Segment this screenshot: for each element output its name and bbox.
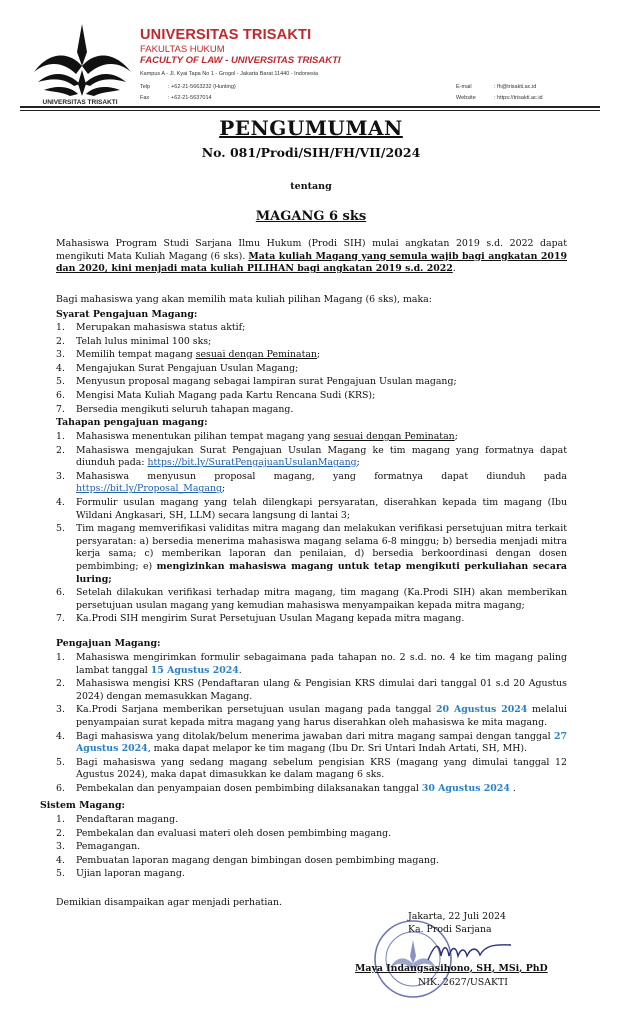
- about-label: tentang: [290, 181, 332, 192]
- item-number: 6.: [56, 782, 65, 794]
- list-item: [56, 349, 567, 362]
- intro-end: .: [452, 263, 456, 275]
- list-item: [56, 404, 567, 417]
- fax: [140, 95, 212, 101]
- email: [456, 84, 536, 90]
- item-underline: sesuai dengan Peminatan: [195, 349, 318, 361]
- list-item: [56, 322, 567, 335]
- email-value[interactable]: : fh@trisakti.ac.id: [494, 84, 537, 90]
- intro2-paragraph: Bagi mahasiswa yang akan memilih mata kuliah pilihan Magang (6 sks), maka:: [56, 294, 432, 305]
- list-item: [56, 704, 567, 729]
- list-item: [56, 868, 567, 881]
- closing-statement: Demikian disampaikan agar menjadi perhatian.: [56, 897, 283, 908]
- item-text: melalui penyampaian surat kepada mitra magang yang harus diserahkan oleh mahasiswa ke mita magang.: [76, 704, 568, 728]
- web-value[interactable]: : https://trisakti.ac.id: [494, 95, 543, 101]
- list-item: [56, 376, 567, 389]
- list-item: [56, 814, 567, 827]
- item-number: 3.: [56, 470, 65, 482]
- sistem-heading: Sistem Magang:: [40, 800, 126, 811]
- pengajuan-list: [56, 652, 567, 797]
- list-item: [56, 497, 567, 522]
- item-text: Menyusun proposal magang sebagai lampiran surat Pengajuan Usulan magang;: [76, 376, 457, 388]
- list-item: [56, 613, 567, 626]
- list-item: [56, 471, 567, 496]
- item-text: .: [238, 664, 242, 676]
- item-number: 2.: [56, 335, 65, 347]
- deadline-date: 20 Agustus 2024: [435, 704, 528, 716]
- intro-paragraph: [56, 238, 567, 276]
- list-item: [56, 841, 567, 854]
- item-number: 4.: [56, 496, 65, 508]
- item-number: 2.: [56, 678, 65, 690]
- item-text: Ujian laporan magang.: [76, 868, 185, 880]
- item-number: 1.: [56, 431, 65, 442]
- list-item: [56, 828, 567, 841]
- list-item: [56, 757, 567, 782]
- sign-position: Ka. Prodi Sarjana: [408, 924, 492, 935]
- tahapan-list: [56, 431, 567, 627]
- list-item: [56, 445, 567, 470]
- item-bold: mengizinkan mahasiswa magang untuk tetap mengikuti perkuliahan secara luring;: [76, 560, 567, 585]
- item-number: 2.: [56, 444, 65, 456]
- item-text: ;: [454, 431, 458, 442]
- list-item: [56, 523, 567, 586]
- item-number: 6.: [56, 587, 65, 599]
- item-text: Mahasiswa menyusun proposal magang, yang formatnya dapat diunduh pada: [76, 470, 567, 482]
- list-item: [56, 363, 567, 376]
- deadline-date: 27 Agustus 2024: [76, 730, 567, 755]
- list-item: [56, 390, 567, 403]
- item-number: 3.: [56, 841, 65, 853]
- item-number: 1.: [56, 814, 65, 825]
- item-number: 2.: [56, 827, 65, 839]
- university-name: UNIVERSITAS TRISAKTI: [140, 27, 312, 43]
- surat-pengajuan-link[interactable]: https://bit.ly/SuratPengajuanUsulanMagang: [147, 457, 357, 469]
- item-text: Mengajukan Surat Pengajuan Usulan Magang;: [76, 362, 299, 374]
- item-text: Mengisi Mata Kuliah Magang pada Kartu Rencana Sudi (KRS);: [76, 389, 376, 401]
- pengajuan-heading: Pengajuan Magang:: [56, 638, 161, 649]
- item-number: 5.: [56, 868, 65, 880]
- list-item: [56, 783, 567, 796]
- item-number: 3.: [56, 704, 65, 716]
- item-number: 7.: [56, 613, 65, 625]
- website: [456, 95, 543, 101]
- deadline-date: 30 Agustus 2024: [421, 782, 510, 794]
- trisakti-logo-icon: [30, 22, 135, 98]
- item-number: 5.: [56, 376, 65, 388]
- fax-label: Fax: [140, 95, 150, 101]
- item-underline: sesuai dengan Peminatan: [333, 431, 455, 442]
- item-number: 7.: [56, 403, 65, 415]
- sistem-list: [56, 814, 567, 882]
- telephone: [140, 84, 236, 90]
- document-number: No. 081/Prodi/SIH/FH/VII/2024: [201, 145, 421, 160]
- syarat-list: [56, 322, 567, 417]
- item-number: 1.: [56, 322, 65, 333]
- item-text: Formulir usulan magang yang telah dilengkapi persyaratan, diserahkan kepada tim magang (Ibu Wildani Angkasari, SH, LLM) secara langsung di lantai 3;: [76, 496, 567, 521]
- item-text: Mahasiswa menentukan pilihan tempat magang yang: [76, 431, 334, 442]
- syarat-heading: Syarat Pengajuan Magang:: [56, 309, 198, 320]
- item-text: Mahasiswa mengajukan Surat Pengajuan Usulan Magang ke tim magang yang formatnya dapat diunduh pada:: [76, 444, 567, 469]
- list-item: [56, 587, 567, 612]
- item-text: ;: [222, 483, 226, 495]
- item-text: Setelah dilakukan verifikasi terhadap mitra magang, tim magang (Ka.Prodi SIH) akan memberikan persetujuan usulan magang yang kemudian mahasiswa menyampaikan kepada mitra magang;: [76, 587, 567, 611]
- item-text: ;: [356, 457, 360, 469]
- item-number: 3.: [56, 349, 65, 361]
- list-item: [56, 336, 567, 349]
- item-text: .: [509, 782, 516, 794]
- sign-nik: NIK. 2627/USAKTI: [418, 977, 508, 988]
- item-number: 1.: [56, 652, 65, 663]
- list-item: [56, 855, 567, 868]
- list-item: [56, 731, 567, 756]
- subject: MAGANG 6 sks: [255, 209, 367, 224]
- item-text: Mahasiswa mengisi KRS (Pendaftaran ulang & Pengisian KRS dimulai dari tanggal 01 s.d 20 Agustus 2024) dengan memasukkan Magang.: [76, 678, 567, 702]
- tel-label: Telp: [140, 84, 151, 90]
- item-text: Pendaftaran magang.: [76, 814, 179, 825]
- item-text: Bagi mahasiswa yang sedang magang sebelum pengisian KRS (magang yang dimulai tanggal 12 Agustus 2024), maka dapat dimasukkan ke dalam magang 6 sks.: [76, 756, 567, 781]
- item-text: Merupakan mahasiswa status aktif;: [76, 322, 246, 333]
- item-text: Pembekalan dan evaluasi materi oleh dosen pembimbing magang.: [76, 827, 392, 839]
- item-text: Mahasiswa mengirimkan formulir sebagaimana pada tahapan no. 2 s.d. no. 4 ke tim magang paling lambat tanggal: [76, 652, 567, 676]
- document-title: PENGUMUMAN: [219, 116, 403, 140]
- tel-value: : +62-21-5663232 (Hunting): [168, 84, 236, 90]
- proposal-magang-link[interactable]: https://bit.ly/Proposal_Magang: [76, 483, 223, 495]
- item-number: 6.: [56, 389, 65, 401]
- item-number: 4.: [56, 362, 65, 374]
- list-item: [56, 652, 567, 677]
- item-text: Ka.Prodi Sarjana memberikan persetujuan usulan magang pada tanggal: [76, 704, 436, 716]
- deadline-date: 15 Agustus 2024: [150, 664, 239, 676]
- item-number: 5.: [56, 523, 65, 535]
- item-text: Pembuatan laporan magang dengan bimbingan dosen pembimbing magang.: [76, 854, 439, 866]
- faculty-name-en: FACULTY OF LAW - UNIVERSITAS TRISAKTI: [140, 55, 341, 66]
- item-text: Tim magang memverifikasi validitas mitra magang dan melakukan verifikasi persetujuan mitra terkait persyaratan: a) bersedia menerima mahasiswa magang selama 6-8 minggu; b) bersedia menjadi mitra kerja sama; c) memberikan laporan dan penilaian, d) bersedia berkoordinasi dengan dosen pembimbing; e): [76, 523, 567, 572]
- item-text: Bersedia mengikuti seluruh tahapan magang.: [76, 403, 294, 415]
- address: Kampus A - Jl. Kyai Tapa No 1 - Grogol - Jakarta Barat 11440 - Indonesia: [140, 71, 319, 77]
- list-item: [56, 678, 567, 703]
- item-text: Pemagangan.: [76, 841, 141, 853]
- intro-text: Mahasiswa Program Studi Sarjana Ilmu Hukum (Prodi SIH) mulai angkatan 2019 s.d. 2022 dapat mengikuti Mata Kuliah Magang (6 sks).: [56, 238, 567, 262]
- email-label: E-mail: [456, 84, 472, 90]
- item-text: Bagi mahasiswa yang ditolak/belum menerima jawaban dari mitra magang sampai dengan tanggal: [76, 730, 554, 742]
- item-number: 4.: [56, 730, 65, 742]
- item-text: Ka.Prodi SIH mengirim Surat Persetujuan Usulan Magang kepada mitra magang.: [76, 613, 465, 625]
- web-label: Website: [456, 95, 476, 101]
- list-item: [56, 431, 567, 444]
- item-text: ;: [317, 349, 321, 361]
- tahapan-heading: Tahapan pengajuan magang:: [56, 417, 208, 428]
- sign-place-date: Jakarta, 22 Juli 2024: [408, 911, 506, 922]
- item-text: Pembekalan dan penyampaian dosen pembimbing dilaksanakan tanggal: [76, 782, 422, 794]
- intro-emphasis: Mata kuliah Magang yang semula wajib bagi angkatan 2019 dan 2020, kini menjadi mata kuliah PILIHAN bagi angkatan 2019 s.d. 2022: [56, 250, 567, 275]
- item-text: Memilih tempat magang: [76, 349, 196, 361]
- fax-value: : +62-21-5637014: [168, 95, 212, 101]
- item-number: 5.: [56, 756, 65, 768]
- logo-caption: UNIVERSITAS TRISAKTI: [42, 99, 118, 106]
- sign-name: Maya Indangsasihono, SH, MSi, PhD: [355, 963, 548, 974]
- item-text: , maka dapat melapor ke tim magang (Ibu Dr. Sri Untari Indah Artati, SH, MH).: [147, 743, 528, 755]
- item-text: Telah lulus minimal 100 sks;: [76, 335, 212, 347]
- letterhead-rule-thin: [20, 110, 600, 111]
- item-number: 4.: [56, 854, 65, 866]
- letterhead-rule-thick: [20, 106, 600, 108]
- faculty-name: FAKULTAS HUKUM: [140, 44, 225, 55]
